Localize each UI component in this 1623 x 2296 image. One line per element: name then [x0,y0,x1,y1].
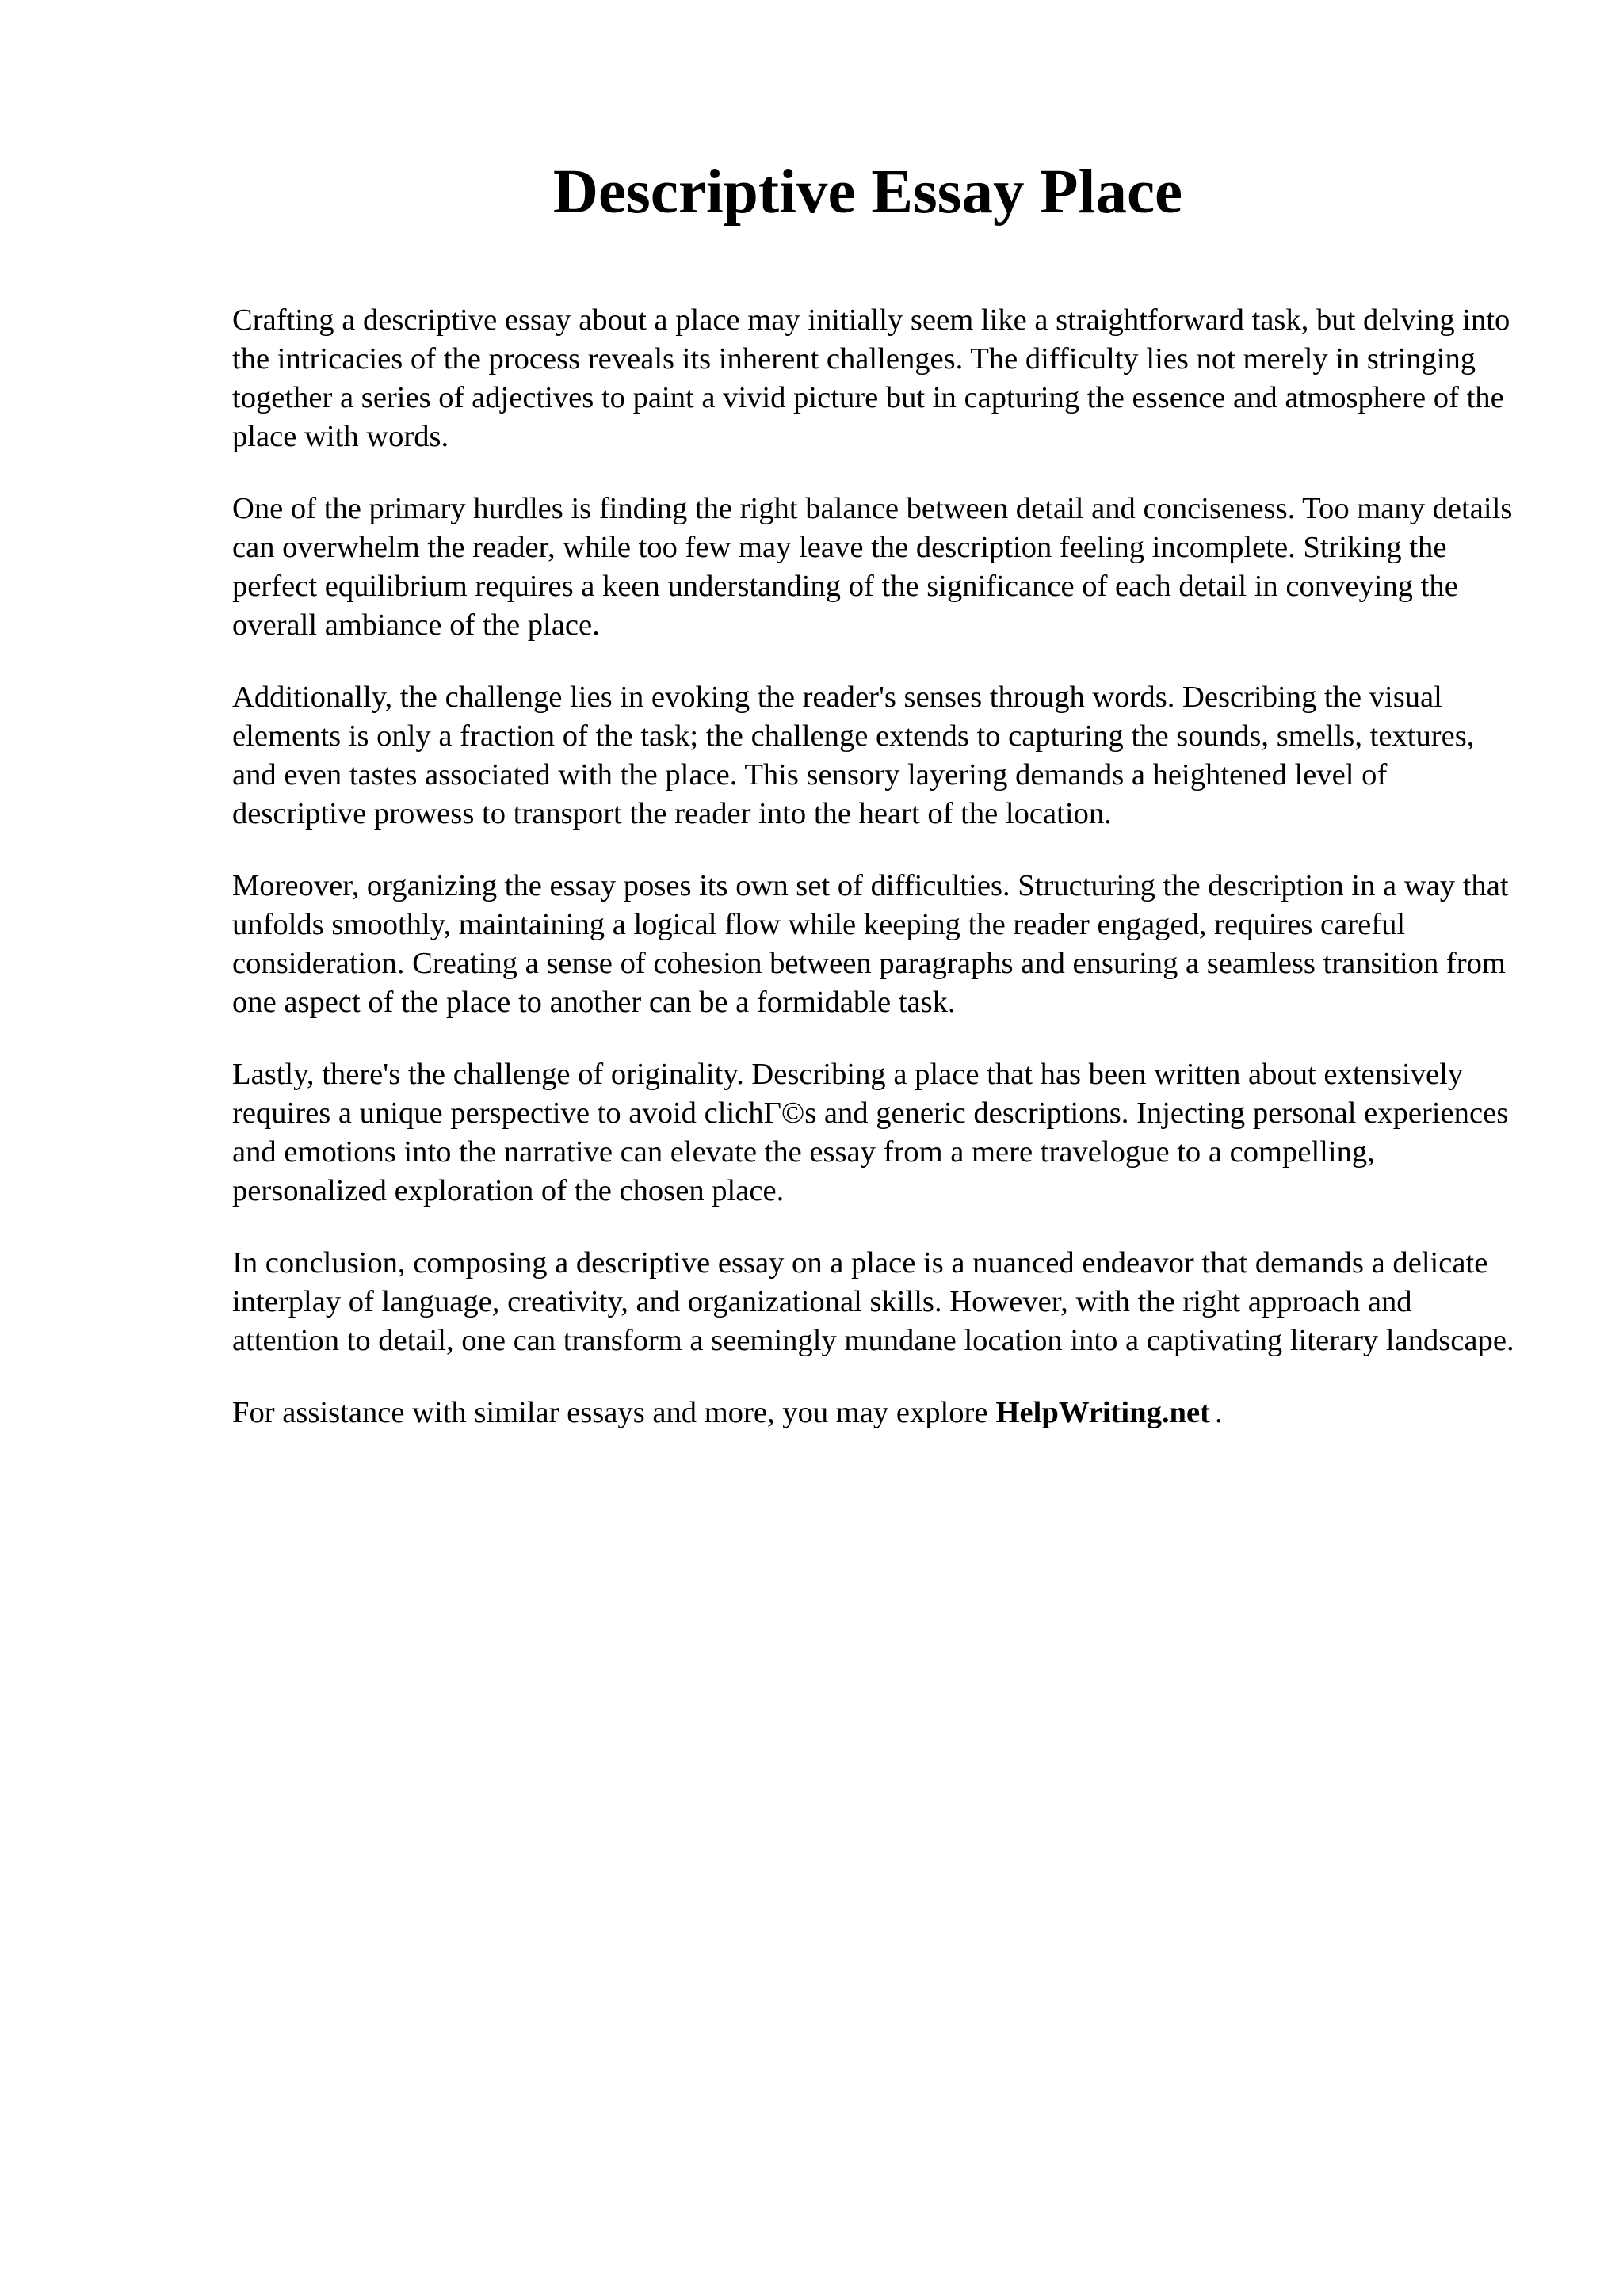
paragraph-3: Additionally, the challenge lies in evoking the reader's senses through words. Describing the visual elements is only a fraction of the task; the challenge extends to capturing the sounds, smells, textures, and even tastes associated with the place. This sensory layering demands a heightened level of descriptive prowess to transport the reader into the heart of the location. [232,681,1475,830]
paragraph-1: Crafting a descriptive essay about a place may initially seem like a straightforward task, but delving into the intricacies of the process reveals its inherent challenges. The difficulty lies not merely in stringing together a series of adjectives to paint a vivid picture but in capturing the essence and atmosphere of the place with words. [232,303,1510,453]
paragraph-5: Lastly, there's the challenge of originality. Describing a place that has been written about extensively requires a unique perspective to avoid clichΓ©s and generic descriptions. Injecting personal experiences and emotions into the narrative can elevate the essay from a mere travelogue to a compelling, personalized exploration of the chosen place. [232,1058,1509,1207]
paragraph-4: Moreover, organizing the essay poses its own set of difficulties. Structuring the description in a way that unfolds smoothly, maintaining a logical flow while keeping the reader engaged, requires careful consideration. Creating a sense of cohesion between paragraphs and ensuring a seamless transition from one aspect of the place to another can be a formidable task. [232,869,1509,1019]
closing-text: For assistance with similar essays and more, you may explore [232,1396,988,1429]
closing-line [232,1394,1516,1432]
page-title: Descriptive Essay Place [552,158,1183,227]
paragraph-6: In conclusion, composing a descriptive essay on a place is a nuanced endeavor that demands a delicate interplay of language, creativity, and organizational skills. However, with the right approach and attention to detail, one can transform a seemingly mundane location into a captivating literary landscape. [232,1246,1514,1357]
essay-body [232,301,1516,1432]
helpwriting-link[interactable]: HelpWriting.net [995,1396,1210,1429]
paragraph-2: One of the primary hurdles is finding the right balance between detail and conciseness. Too many details can overwhelm the reader, while too few may leave the description feeling incomplete. Striking the perfect equilibrium requires a keen understanding of the significance of each detail in conveying the overall ambiance of the place. [232,492,1513,642]
closing-period: . [1214,1396,1223,1429]
